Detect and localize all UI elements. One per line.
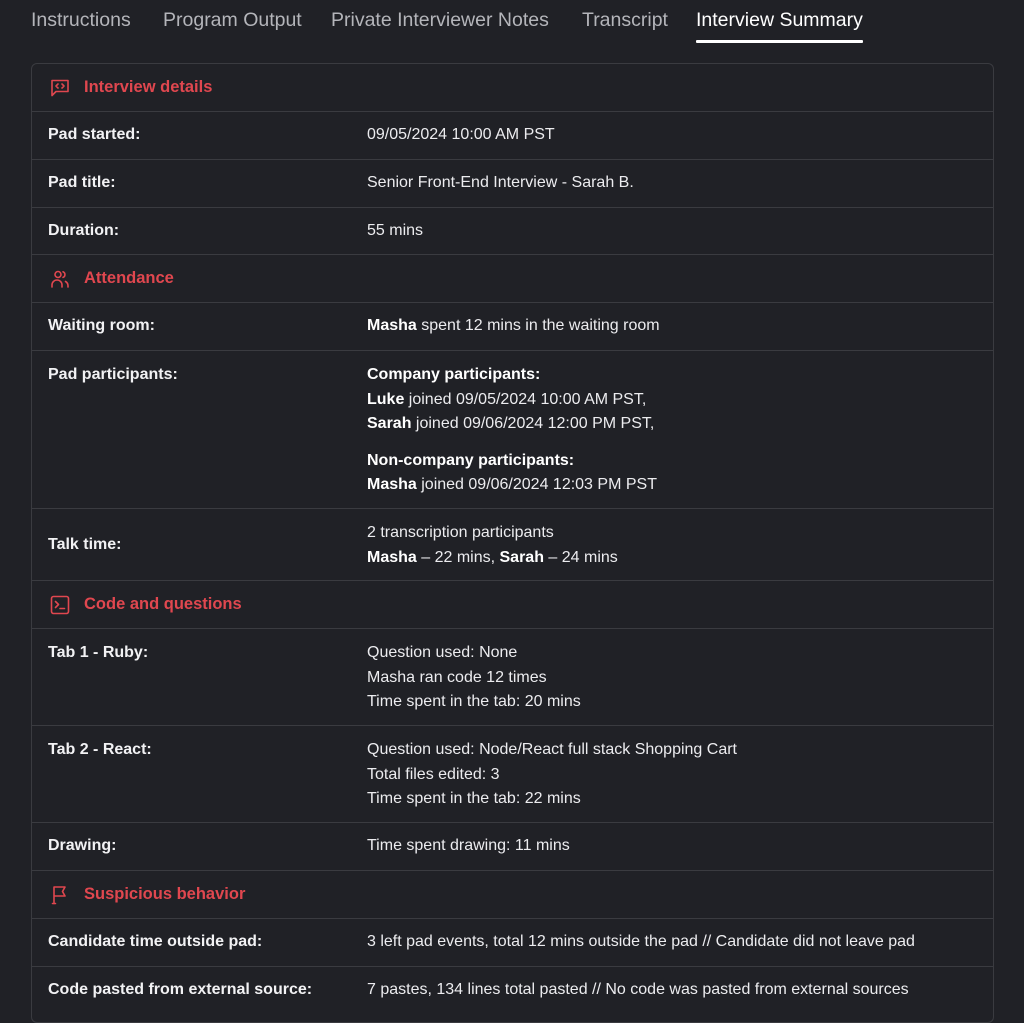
row-code-pasted <box>32 966 993 1023</box>
chat-code-icon <box>50 78 70 98</box>
section-title: Attendance <box>84 269 174 287</box>
participant-entry <box>367 412 657 437</box>
interview-summary-card <box>31 63 994 1023</box>
section-interview-details <box>32 64 993 111</box>
row-label: Talk time: <box>48 536 122 553</box>
row-pad-participants <box>32 350 993 508</box>
talk-time-summary: 2 transcription participants <box>367 524 554 541</box>
question-used: Question used: None <box>367 644 518 661</box>
participant-name: Sarah <box>367 415 412 432</box>
row-pad-title <box>32 159 993 207</box>
participant-entry <box>367 388 657 413</box>
row-label: Code pasted from external source: <box>48 981 313 998</box>
noncompany-participants-heading: Non-company participants: <box>367 451 575 469</box>
row-drawing <box>32 822 993 870</box>
section-suspicious-behavior <box>32 870 993 918</box>
section-code-and-questions <box>32 580 993 628</box>
drawing-value: Time spent drawing: 11 mins <box>367 837 570 854</box>
pad-title-value: Senior Front-End Interview - Sarah B. <box>367 174 634 191</box>
code-runs: Masha ran code 12 times <box>367 668 547 686</box>
participant-name: Masha <box>367 317 417 334</box>
tab-private-interviewer-notes[interactable]: Private Interviewer Notes <box>331 9 549 31</box>
time-in-tab: Time spent in the tab: 20 mins <box>367 693 581 710</box>
talk-time-value <box>367 521 618 570</box>
waiting-room-text: spent 12 mins in the waiting room <box>416 317 660 334</box>
tab1-value <box>367 641 581 715</box>
row-label: Candidate time outside pad: <box>48 933 263 950</box>
section-title: Suspicious behavior <box>84 885 246 903</box>
row-talk-time <box>32 508 993 581</box>
users-icon <box>50 269 70 289</box>
row-time-outside-pad <box>32 918 993 966</box>
participant-entry <box>367 473 657 498</box>
row-waiting-room <box>32 302 993 350</box>
flag-icon <box>50 885 70 905</box>
company-participants-heading: Company participants: <box>367 366 541 383</box>
tab-program-output[interactable]: Program Output <box>163 9 302 31</box>
row-duration <box>32 207 993 255</box>
terminal-icon <box>50 595 70 615</box>
pad-participants-value <box>367 363 657 498</box>
participant-joined: joined 09/05/2024 10:00 AM PST, <box>404 390 647 408</box>
participant-name: Masha <box>367 476 417 493</box>
waiting-room-value <box>367 314 660 339</box>
duration-value: 55 mins <box>367 222 424 239</box>
talk-duration: – 22 mins, <box>416 548 500 566</box>
row-tab1-ruby <box>32 628 993 725</box>
row-label: Waiting room: <box>48 317 155 334</box>
row-pad-started <box>32 111 993 159</box>
question-used: Question used: Node/React full stack Shopping Cart <box>367 741 737 758</box>
row-label: Pad started: <box>48 126 141 143</box>
row-label: Pad title: <box>48 174 116 191</box>
participant-name: Sarah <box>499 548 544 566</box>
files-edited: Total files edited: 3 <box>367 765 500 783</box>
section-title: Code and questions <box>84 595 242 613</box>
tab-bar <box>0 0 1024 48</box>
row-label: Tab 1 - Ruby: <box>48 644 149 661</box>
tab-instructions[interactable]: Instructions <box>31 9 131 31</box>
section-attendance <box>32 254 993 302</box>
row-label: Duration: <box>48 222 120 239</box>
participant-name: Luke <box>367 390 405 408</box>
time-outside-value: 3 left pad events, total 12 mins outside the pad // Candidate did not leave pad <box>367 933 915 950</box>
time-in-tab: Time spent in the tab: 22 mins <box>367 790 581 807</box>
participant-joined: joined 09/06/2024 12:03 PM PST <box>416 476 657 493</box>
talk-time-entries <box>367 546 618 571</box>
participant-joined: joined 09/06/2024 12:00 PM PST, <box>411 415 655 432</box>
row-label: Drawing: <box>48 837 117 854</box>
pad-started-value: 09/05/2024 10:00 AM PST <box>367 126 555 143</box>
row-tab2-react <box>32 725 993 822</box>
row-label: Pad participants: <box>48 366 178 383</box>
code-pasted-value: 7 pastes, 134 lines total pasted // No code was pasted from external sources <box>367 981 909 998</box>
talk-duration: – 24 mins <box>543 548 618 566</box>
tab-transcript[interactable]: Transcript <box>582 9 668 31</box>
tab2-value <box>367 738 737 812</box>
row-label: Tab 2 - React: <box>48 741 152 758</box>
participant-name: Masha <box>367 548 417 566</box>
section-title: Interview details <box>84 78 213 96</box>
tab-interview-summary[interactable]: Interview Summary <box>696 9 863 42</box>
